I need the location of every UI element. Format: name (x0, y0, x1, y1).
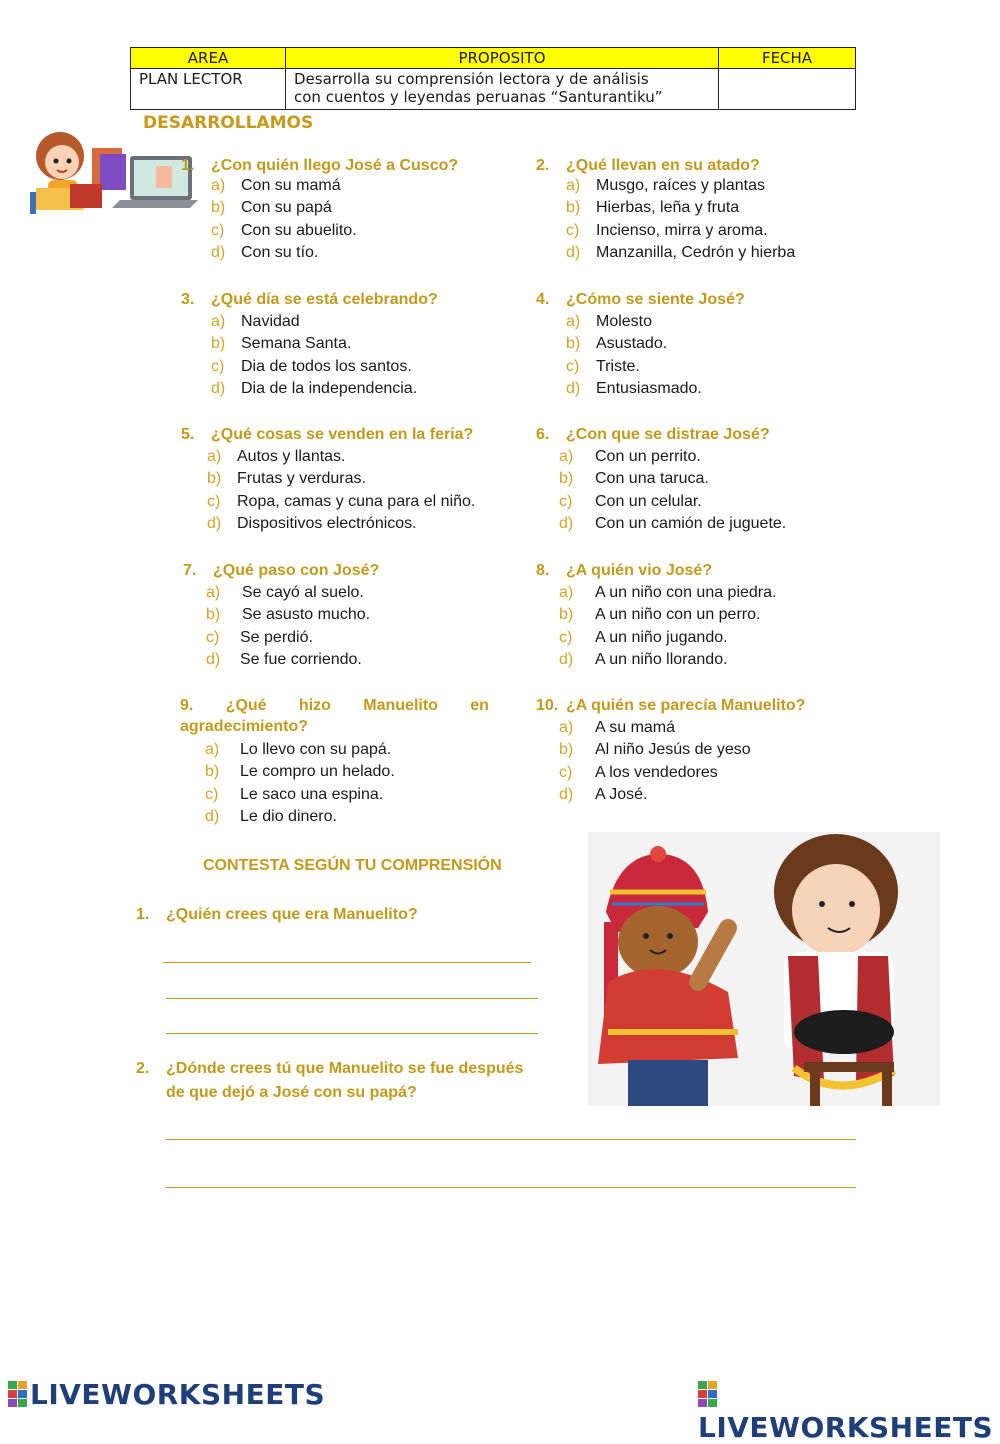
question-2: 2. ¿Qué llevan en su atado? (536, 157, 760, 174)
options-8 (559, 584, 776, 673)
proposito-line2: con cuentos y leyendas peruanas “Santurantiku” (294, 88, 663, 106)
answer-line[interactable] (163, 962, 531, 963)
option[interactable]: d) Con su tío. (211, 243, 319, 261)
liveworksheets-badge-icon (698, 1381, 718, 1407)
option[interactable]: a) Con su mamá (211, 177, 341, 194)
option[interactable]: c) Incienso, mirra y aroma. (566, 221, 768, 239)
option[interactable]: c) Triste. (566, 357, 640, 375)
fecha-cell[interactable] (719, 69, 856, 110)
option[interactable]: a) Musgo, raíces y plantas (566, 177, 765, 194)
answer-line[interactable] (166, 1033, 538, 1034)
option[interactable]: b) Se asusto mucho. (206, 606, 371, 624)
option[interactable]: b) Semana Santa. (211, 335, 352, 353)
answer-line[interactable] (166, 1139, 856, 1140)
option[interactable]: b) Con su papá (211, 199, 332, 217)
option[interactable]: d) Dispositivos electrónicos. (207, 514, 417, 532)
option[interactable]: b) Al niño Jesús de yeso (559, 741, 751, 759)
option[interactable]: b) Hierbas, leña y fruta (566, 199, 740, 217)
col-proposito-header: PROPOSITO (286, 48, 719, 69)
option[interactable]: a) Molesto (566, 313, 653, 330)
option[interactable]: b) A un niño con un perro. (559, 606, 761, 624)
liveworksheets-logo-right: LIVEWORKSHEETS (698, 1378, 1000, 1444)
question-3: 3. ¿Qué día se está celebrando? (181, 291, 438, 308)
options-1 (211, 177, 357, 266)
option[interactable]: d) A un niño llorando. (559, 650, 728, 668)
option[interactable]: d) A José. (559, 785, 648, 803)
question-8: 8. ¿A quién vio José? (536, 562, 713, 579)
option[interactable]: a) A un niño con una piedra. (559, 584, 777, 601)
option[interactable]: d) Se fue corriendo. (206, 650, 362, 668)
option[interactable]: a) Lo llevo con su papá. (205, 741, 392, 758)
open-question-2: 2. ¿Dónde crees tú que Manuelito se fue después de que dejó a José con su papá? (136, 1060, 524, 1101)
option[interactable]: c) A los vendedores (559, 763, 718, 781)
question-6: 6. ¿Con que se distrae José? (536, 426, 770, 443)
liveworksheets-badge-icon (8, 1381, 28, 1407)
options-5 (207, 448, 475, 537)
col-fecha-header: FECHA (719, 48, 856, 69)
options-9 (205, 741, 395, 830)
options-6 (559, 448, 786, 537)
option[interactable]: c) Se perdió. (206, 628, 313, 646)
question-10: 10. ¿A quién se parecía Manuelito? (536, 697, 806, 714)
q9-line2: agradecimiento? (180, 718, 309, 735)
option[interactable]: c) A un niño jugando. (559, 628, 728, 646)
option[interactable]: b) Asustado. (566, 335, 668, 353)
col-area-header: AREA (131, 48, 286, 69)
option[interactable]: d) Con un camión de juguete. (559, 514, 787, 532)
options-3 (211, 313, 417, 402)
option[interactable]: a) Navidad (211, 313, 300, 330)
option[interactable]: a) A su mamá (559, 719, 676, 736)
option[interactable]: d) Dia de la independencia. (211, 379, 418, 397)
answer-line[interactable] (166, 1187, 856, 1188)
question-5: 5. ¿Qué cosas se venden en la feria? (181, 426, 474, 443)
option[interactable]: c) Le saco una espina. (205, 785, 384, 803)
section2-title: CONTESTA SEGÚN TU COMPRENSIÓN (203, 857, 502, 874)
option[interactable]: c) Ropa, camas y cuna para el niño. (207, 492, 476, 510)
liveworksheets-logo-left: LIVEWORKSHEETS (8, 1378, 325, 1411)
option[interactable]: a) Autos y llantas. (207, 448, 346, 465)
header-table (130, 47, 856, 110)
option[interactable]: b) Con una taruca. (559, 470, 709, 488)
option[interactable]: d) Le dio dinero. (205, 807, 337, 825)
option[interactable]: b) Le compro un helado. (205, 763, 395, 781)
answer-line[interactable] (166, 998, 538, 999)
andean-children-illustration (588, 832, 940, 1106)
proposito-line1: Desarrolla su comprensión lectora y de análisis (294, 70, 649, 88)
section-title: DESARROLLAMOS (143, 113, 314, 133)
question-7: 7. ¿Qué paso con José? (183, 562, 380, 579)
option[interactable]: b) Frutas y verduras. (207, 470, 366, 488)
proposito-cell (286, 69, 719, 110)
options-2 (566, 177, 795, 266)
options-10 (559, 719, 751, 808)
options-4 (566, 313, 702, 402)
option[interactable]: a) Se cayó al suelo. (206, 584, 364, 601)
option[interactable]: d) Manzanilla, Cedrón y hierba (566, 243, 796, 261)
question-9: 9. ¿Qué hizo Manuelito en agradecimiento? (180, 697, 489, 735)
option[interactable]: a) Con un perrito. (559, 448, 701, 465)
open-question-1: 1. ¿Quién crees que era Manuelito? (136, 906, 418, 923)
option[interactable]: c) Dia de todos los santos. (211, 357, 412, 375)
question-1: 1. ¿Con quién llego José a Cusco? (181, 157, 459, 174)
options-7 (206, 584, 370, 673)
option[interactable]: c) Con un celular. (559, 492, 702, 510)
question-4: 4. ¿Cómo se siente José? (536, 291, 745, 308)
option[interactable]: c) Con su abuelito. (211, 221, 357, 239)
student-illustration (30, 128, 198, 214)
option[interactable]: d) Entusiasmado. (566, 379, 702, 397)
area-cell: PLAN LECTOR (131, 69, 286, 110)
